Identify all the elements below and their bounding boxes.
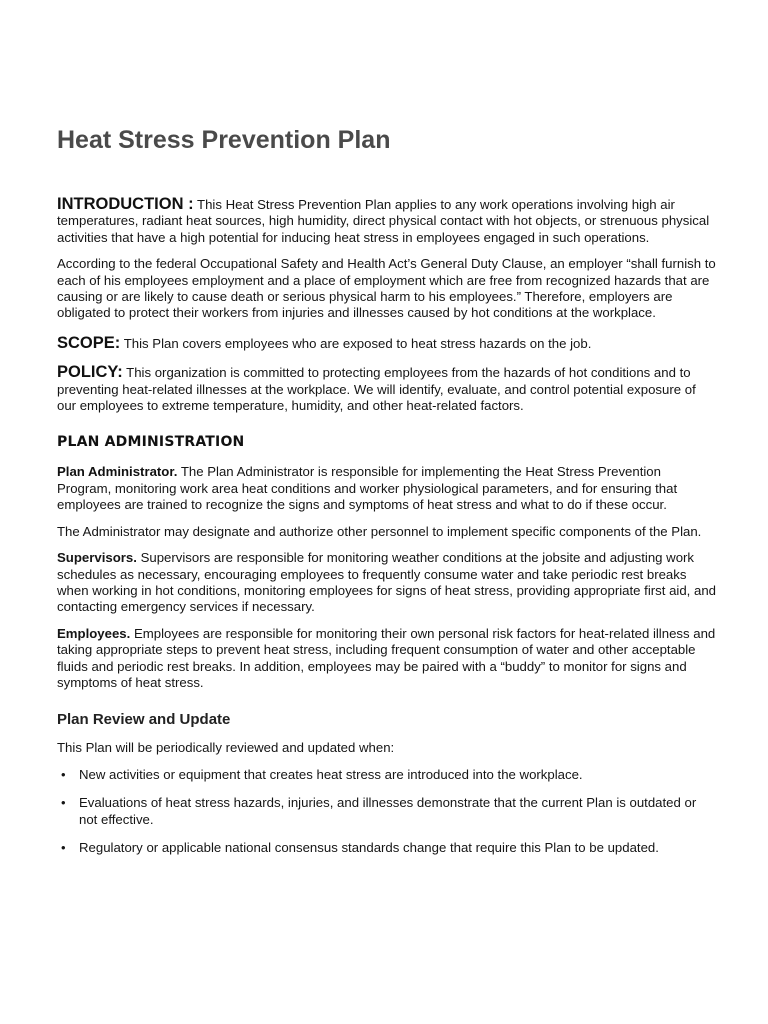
plan-administration-heading: PLAN ADMINISTRATION — [57, 434, 245, 451]
plan-administrator-text: The Plan Administrator is responsible for implementing the Heat Stress Prevention Program, monitoring work area heat conditions and worker physiological parameters, and for ensuring that employees are trained to recognize the signs and symptoms of heat stress and what to do if these occur. — [57, 464, 678, 513]
supervisors-label: Supervisors. — [57, 550, 137, 566]
policy-text: This organization is committed to protecting employees from the hazards of hot conditions and to preventing heat-related illnesses at the workplace. We will identify, evaluate, and control potential exposure of our employees to extreme temperature, humidity, and other heat-related factors. — [57, 365, 696, 414]
bullet-icon: • — [61, 766, 66, 782]
scope-text: This Plan covers employees who are exposed to heat stress hazards on the job. — [123, 335, 592, 351]
employees-paragraph — [57, 626, 717, 692]
plan-administrator-label: Plan Administrator. — [57, 464, 178, 480]
document-title: Heat Stress Prevention Plan — [57, 126, 391, 154]
employees-label: Employees. — [57, 625, 131, 641]
designate-paragraph: The Administrator may designate and authorize other personnel to implement specific components of the Plan. — [57, 523, 702, 539]
plan-review-intro: This Plan will be periodically reviewed and updated when: — [57, 740, 395, 756]
introduction-label: INTRODUCTION : — [57, 195, 194, 213]
list-item — [57, 767, 717, 783]
introduction-text: This Heat Stress Prevention Plan applies to any work operations involving high air temperatures, radiant heat sources, high humidity, direct physical contact with hot objects, or strenuous physical activities that have a high potential for inducing heat stress in employees engaged in such operations. — [57, 197, 710, 245]
list-item-text: Regulatory or applicable national consensus standards change that require this Plan to be updated. — [79, 839, 659, 855]
plan-review-list — [57, 767, 717, 857]
policy-paragraph — [57, 364, 717, 414]
introduction-paragraph — [57, 196, 717, 246]
list-item-text: Evaluations of heat stress hazards, injuries, and illnesses demonstrate that the current Plan is outdated or not effective. — [79, 795, 697, 827]
plan-administrator-paragraph — [57, 464, 717, 513]
supervisors-paragraph — [57, 550, 717, 616]
plan-review-heading: Plan Review and Update — [57, 711, 231, 729]
scope-label: SCOPE: — [57, 333, 121, 352]
list-item — [57, 840, 717, 856]
general-duty-paragraph: According to the federal Occupational Safety and Health Act’s General Duty Clause, an employer “shall furnish to each of his employees employment and a place of employment which are free from recognized hazards that are causing or are likely to cause death or serious physical harm to his employees.” Therefore, employers are obligated to protect their workers from injuries and illnesses caused by hot conditions at the workplace. — [57, 256, 716, 321]
list-item — [57, 795, 717, 828]
supervisors-text: Supervisors are responsible for monitoring weather conditions at the jobsite and adjusting work schedules as necessary, encouraging employees to frequently consume water and take periodic rest breaks when working in hot conditions, monitoring employees for signs of heat stress, providing appropriate first aid, and contacting emergency services if necessary. — [57, 550, 716, 615]
policy-label: POLICY: — [57, 363, 123, 382]
scope-paragraph — [57, 335, 717, 352]
bullet-icon: • — [61, 839, 66, 855]
bullet-icon: • — [61, 795, 66, 811]
employees-text: Employees are responsible for monitoring their own personal risk factors for heat-related illness and taking appropriate steps to prevent heat stress, including frequent consumption of water and other acceptable fluids and periodic rest breaks. In addition, employees may be paired with a “buddy” to monitor for signs and symptoms of heat stress. — [57, 625, 716, 690]
list-item-text: New activities or equipment that creates heat stress are introduced into the workplace. — [79, 766, 583, 782]
document-page — [57, 123, 717, 868]
